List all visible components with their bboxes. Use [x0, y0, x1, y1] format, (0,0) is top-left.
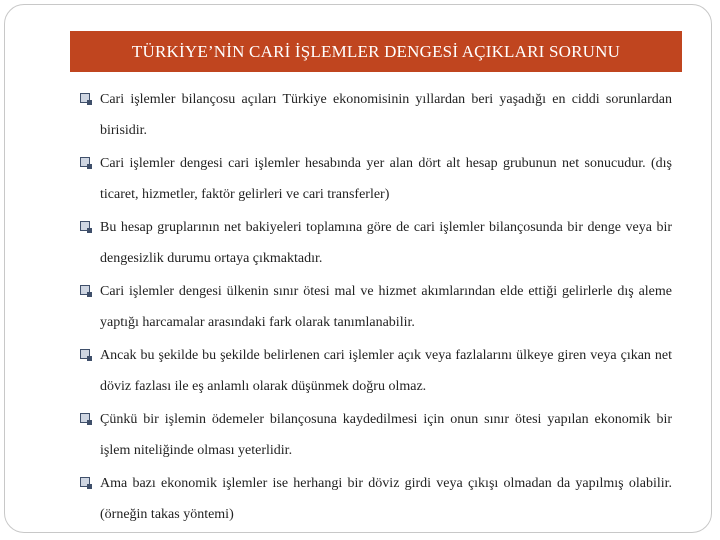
bullet-text: Çünkü bir işlemin ödemeler bilançosuna kaydedilmesi için onun sınır ötesi yapılan ekonomik bir işlem niteliğinde olması yeterlidir. [100, 412, 672, 458]
bullet-item [78, 148, 672, 210]
bullet-item [78, 340, 672, 402]
bullet-item [78, 276, 672, 338]
bullet-text: Bu hesap gruplarının net bakiyeleri toplamına göre de cari işlemler bilançosunda bir denge veya bir dengesizlik durumu ortaya çıkmaktadır. [100, 220, 672, 266]
square-bullet-icon [80, 413, 90, 423]
bullet-text: Cari işlemler dengesi ülkenin sınır ötesi mal ve hizmet akımlarından elde ettiği gelirlerle dış aleme yaptığı harcamalar arasındaki fark olarak tanımlanabilir. [100, 284, 672, 330]
bullet-list [78, 84, 672, 532]
bullet-text: Cari işlemler bilançosu açıları Türkiye ekonomisinin yıllardan beri yaşadığı en ciddi sorunlardan birisidir. [100, 92, 672, 138]
square-bullet-icon [80, 157, 90, 167]
slide-title: TÜRKİYE’NİN CARİ İŞLEMLER DENGESİ AÇIKLARI SORUNU [70, 31, 682, 72]
square-bullet-icon [80, 221, 90, 231]
bullet-item [78, 468, 672, 530]
bullet-text: Cari işlemler dengesi cari işlemler hesabında yer alan dört alt hesap grubunun net sonucudur. (dış ticaret, hizmetler, faktör gelirleri ve cari transferler) [100, 156, 672, 202]
square-bullet-icon [80, 477, 90, 487]
square-bullet-icon [80, 349, 90, 359]
bullet-text: Ama bazı ekonomik işlemler ise herhangi bir döviz girdi veya çıkışı olmadan da yapılmış olabilir. (örneğin takas yöntemi) [100, 476, 672, 522]
bullet-item [78, 212, 672, 274]
bullet-item [78, 84, 672, 146]
square-bullet-icon [80, 93, 90, 103]
square-bullet-icon [80, 285, 90, 295]
bullet-text: Ancak bu şekilde bu şekilde belirlenen cari işlemler açık veya fazlalarını ülkeye giren veya çıkan net döviz fazlası ile eş anlamlı olarak düşünmek doğru olmaz. [100, 348, 672, 394]
bullet-item [78, 404, 672, 466]
